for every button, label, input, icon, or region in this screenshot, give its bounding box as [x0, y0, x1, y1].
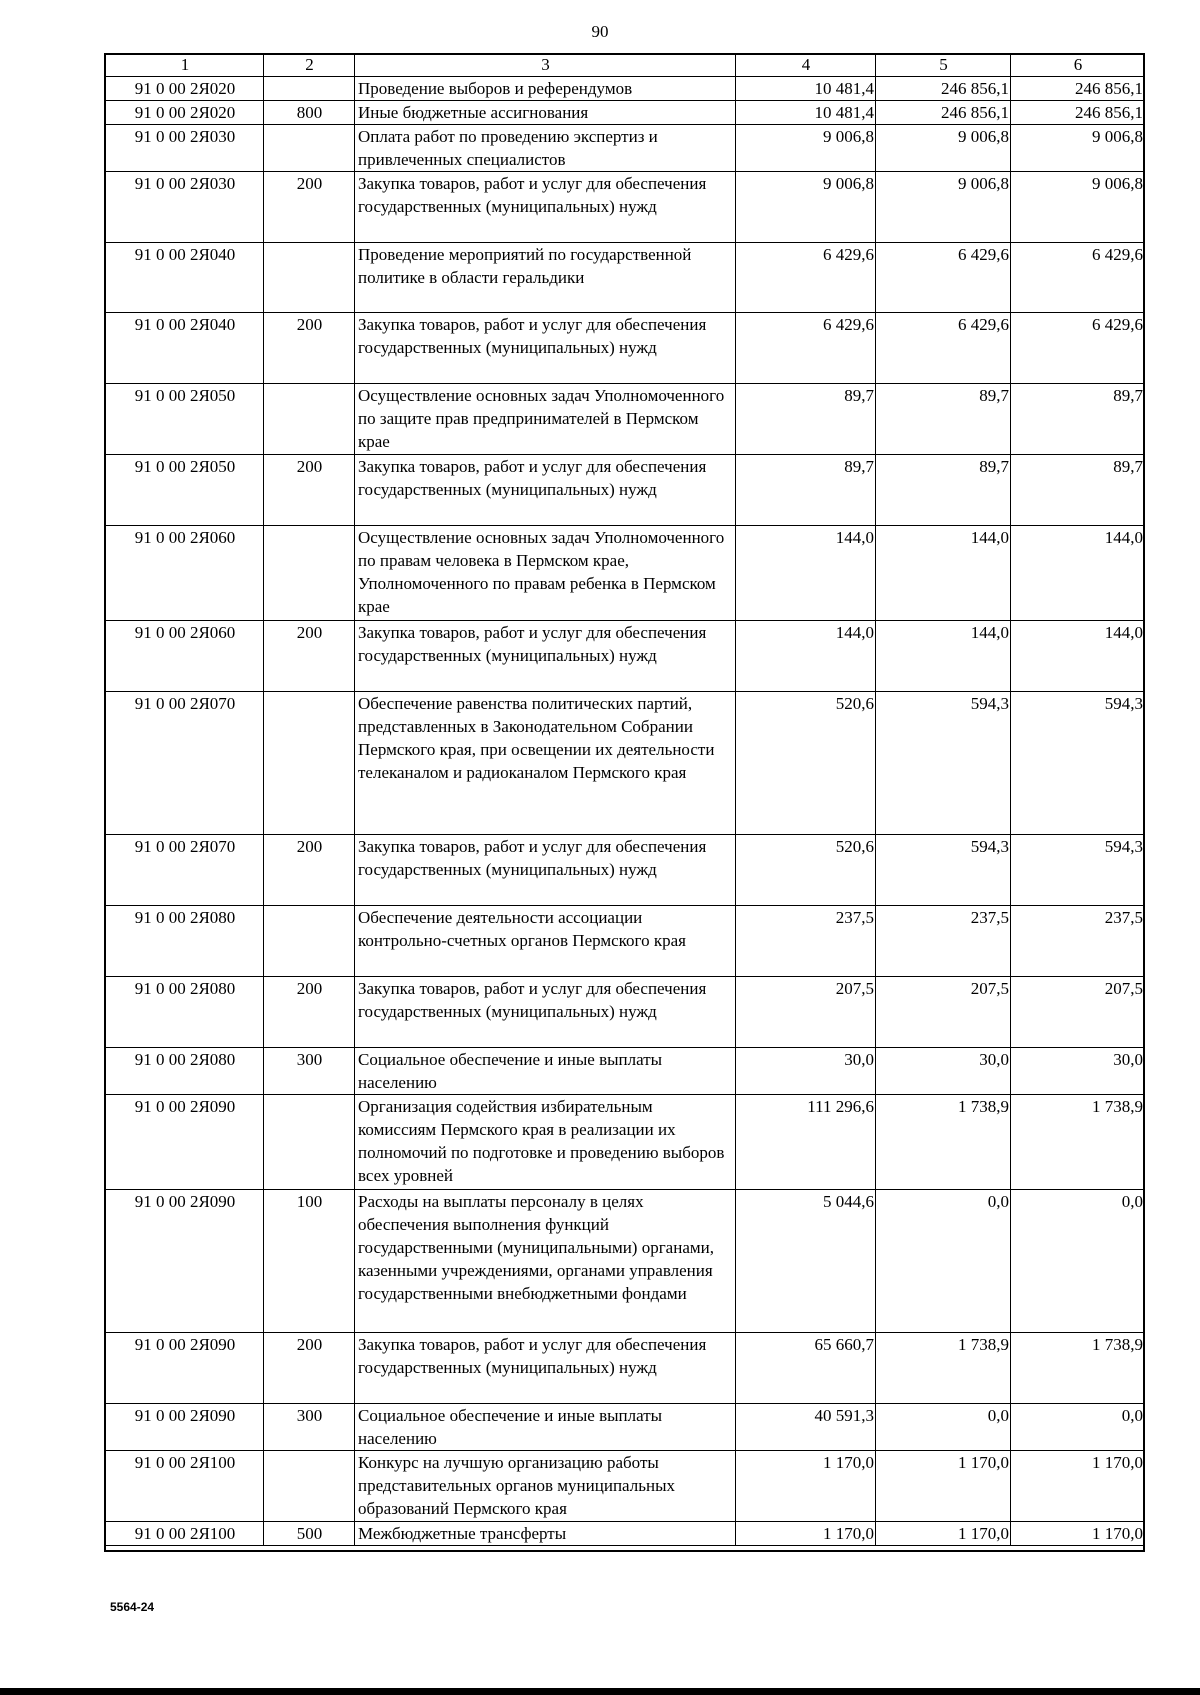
table-row — [106, 621, 1145, 692]
row-value-6-cell: 0,0 — [1011, 1404, 1145, 1451]
row-value-6-cell: 6 429,6 — [1011, 313, 1145, 384]
row-name-cell: Закупка товаров, работ и услуг для обеспечения государственных (муниципальных) нужд — [355, 313, 736, 384]
row-name-cell: Обеспечение деятельности ассоциации контрольно-счетных органов Пермского края — [355, 906, 736, 977]
row-value-5-cell: 6 429,6 — [876, 313, 1011, 384]
row-value-5-cell: 1 738,9 — [876, 1333, 1011, 1404]
row-value-4-cell: 65 660,7 — [736, 1333, 876, 1404]
table-row — [106, 1451, 1145, 1522]
row-code-cell: 91 0 00 2Я030 — [106, 172, 264, 243]
row-code-cell: 91 0 00 2Я020 — [106, 101, 264, 125]
row-code-cell: 91 0 00 2Я080 — [106, 906, 264, 977]
row-type-cell: 200 — [264, 313, 355, 384]
row-value-5-cell: 89,7 — [876, 384, 1011, 455]
row-value-4-cell: 9 006,8 — [736, 125, 876, 172]
table-row — [106, 243, 1145, 313]
row-code-cell: 91 0 00 2Я090 — [106, 1095, 264, 1190]
row-code-cell: 91 0 00 2Я080 — [106, 1048, 264, 1095]
row-value-5-cell: 89,7 — [876, 455, 1011, 526]
row-value-6-cell: 594,3 — [1011, 835, 1145, 906]
row-value-5-cell: 594,3 — [876, 692, 1011, 835]
row-value-5-cell: 1 170,0 — [876, 1451, 1011, 1522]
row-type-cell: 200 — [264, 1333, 355, 1404]
table-row — [106, 1522, 1145, 1546]
row-type-cell — [264, 526, 355, 621]
row-type-cell: 200 — [264, 621, 355, 692]
table-row — [106, 313, 1145, 384]
row-value-6-cell: 144,0 — [1011, 621, 1145, 692]
row-value-4-cell: 6 429,6 — [736, 243, 876, 313]
row-value-5-cell: 9 006,8 — [876, 125, 1011, 172]
row-code-cell: 91 0 00 2Я090 — [106, 1333, 264, 1404]
row-value-5-cell: 0,0 — [876, 1190, 1011, 1333]
row-value-6-cell: 6 429,6 — [1011, 243, 1145, 313]
row-value-4-cell: 144,0 — [736, 621, 876, 692]
row-value-5-cell: 1 738,9 — [876, 1095, 1011, 1190]
row-name-cell: Иные бюджетные ассигнования — [355, 101, 736, 125]
table-row — [106, 1048, 1145, 1095]
table-row — [106, 172, 1145, 243]
table-row — [106, 526, 1145, 621]
row-value-4-cell: 237,5 — [736, 906, 876, 977]
row-value-4-cell: 9 006,8 — [736, 172, 876, 243]
row-code-cell: 91 0 00 2Я070 — [106, 692, 264, 835]
row-code-cell: 91 0 00 2Я040 — [106, 243, 264, 313]
row-value-4-cell: 10 481,4 — [736, 101, 876, 125]
row-type-cell: 300 — [264, 1404, 355, 1451]
row-value-5-cell: 144,0 — [876, 621, 1011, 692]
table-row — [106, 835, 1145, 906]
row-name-cell: Социальное обеспечение и иные выплаты населению — [355, 1048, 736, 1095]
row-code-cell: 91 0 00 2Я070 — [106, 835, 264, 906]
row-name-cell: Межбюджетные трансферты — [355, 1522, 736, 1546]
row-code-cell: 91 0 00 2Я050 — [106, 455, 264, 526]
row-value-6-cell: 89,7 — [1011, 384, 1145, 455]
column-header-4: 4 — [736, 55, 876, 77]
row-code-cell: 91 0 00 2Я020 — [106, 77, 264, 101]
row-type-cell: 200 — [264, 977, 355, 1048]
row-value-4-cell: 10 481,4 — [736, 77, 876, 101]
row-value-6-cell: 207,5 — [1011, 977, 1145, 1048]
table-header-row — [106, 55, 1145, 77]
row-code-cell: 91 0 00 2Я100 — [106, 1522, 264, 1546]
table-row — [106, 692, 1145, 835]
row-type-cell — [264, 1095, 355, 1190]
row-type-cell — [264, 906, 355, 977]
table-row — [106, 1190, 1145, 1333]
row-name-cell: Проведение выборов и референдумов — [355, 77, 736, 101]
row-name-cell: Закупка товаров, работ и услуг для обеспечения государственных (муниципальных) нужд — [355, 455, 736, 526]
row-name-cell: Закупка товаров, работ и услуг для обеспечения государственных (муниципальных) нужд — [355, 977, 736, 1048]
row-code-cell: 91 0 00 2Я080 — [106, 977, 264, 1048]
column-header-2: 2 — [264, 55, 355, 77]
row-name-cell: Расходы на выплаты персоналу в целях обеспечения выполнения функций государственными (муниципальными) органами, казенными учреждениями, органами управления государственными внебюджетными фондами — [355, 1190, 736, 1333]
row-name-cell: Закупка товаров, работ и услуг для обеспечения государственных (муниципальных) нужд — [355, 172, 736, 243]
row-value-6-cell: 30,0 — [1011, 1048, 1145, 1095]
row-value-6-cell: 1 170,0 — [1011, 1451, 1145, 1522]
document-code: 5564-24 — [110, 1600, 155, 1614]
bottom-border — [0, 1688, 1200, 1695]
row-value-6-cell: 89,7 — [1011, 455, 1145, 526]
row-value-4-cell: 111 296,6 — [736, 1095, 876, 1190]
row-value-6-cell: 9 006,8 — [1011, 125, 1145, 172]
row-type-cell: 200 — [264, 455, 355, 526]
row-name-cell: Закупка товаров, работ и услуг для обеспечения государственных (муниципальных) нужд — [355, 835, 736, 906]
table-row — [106, 125, 1145, 172]
row-value-5-cell: 30,0 — [876, 1048, 1011, 1095]
row-value-4-cell: 520,6 — [736, 835, 876, 906]
table-row — [106, 77, 1145, 101]
table-row — [106, 1095, 1145, 1190]
column-header-3: 3 — [355, 55, 736, 77]
row-type-cell: 100 — [264, 1190, 355, 1333]
row-type-cell — [264, 1451, 355, 1522]
row-type-cell: 800 — [264, 101, 355, 125]
row-code-cell: 91 0 00 2Я050 — [106, 384, 264, 455]
row-value-6-cell: 1 170,0 — [1011, 1522, 1145, 1546]
row-value-4-cell: 207,5 — [736, 977, 876, 1048]
table-row — [106, 906, 1145, 977]
row-value-6-cell: 246 856,1 — [1011, 77, 1145, 101]
row-value-5-cell: 246 856,1 — [876, 77, 1011, 101]
row-type-cell: 500 — [264, 1522, 355, 1546]
row-value-6-cell: 9 006,8 — [1011, 172, 1145, 243]
row-value-5-cell: 594,3 — [876, 835, 1011, 906]
row-value-6-cell: 246 856,1 — [1011, 101, 1145, 125]
budget-table — [105, 54, 1145, 1546]
row-code-cell: 91 0 00 2Я090 — [106, 1404, 264, 1451]
row-value-4-cell: 1 170,0 — [736, 1451, 876, 1522]
table-row — [106, 455, 1145, 526]
row-name-cell: Обеспечение равенства политических партий, представленных в Законодательном Собрании Пермского края, при освещении их деятельности телеканалом и радиоканалом Пермского края — [355, 692, 736, 835]
row-value-4-cell: 1 170,0 — [736, 1522, 876, 1546]
row-code-cell: 91 0 00 2Я030 — [106, 125, 264, 172]
row-type-cell — [264, 77, 355, 101]
row-value-5-cell: 6 429,6 — [876, 243, 1011, 313]
row-code-cell: 91 0 00 2Я060 — [106, 621, 264, 692]
row-value-5-cell: 237,5 — [876, 906, 1011, 977]
row-name-cell: Организация содействия избирательным комиссиям Пермского края в реализации их полномочий по подготовке и проведению выборов всех уровней — [355, 1095, 736, 1190]
table-row — [106, 977, 1145, 1048]
row-value-6-cell: 594,3 — [1011, 692, 1145, 835]
table-body — [106, 77, 1145, 1546]
row-name-cell: Закупка товаров, работ и услуг для обеспечения государственных (муниципальных) нужд — [355, 1333, 736, 1404]
column-header-6: 6 — [1011, 55, 1145, 77]
row-name-cell: Осуществление основных задач Уполномоченного по защите прав предпринимателей в Пермском крае — [355, 384, 736, 455]
table-row — [106, 1404, 1145, 1451]
row-type-cell — [264, 692, 355, 835]
row-name-cell: Конкурс на лучшую организацию работы представительных органов муниципальных образований Пермского края — [355, 1451, 736, 1522]
table-row — [106, 384, 1145, 455]
row-type-cell — [264, 243, 355, 313]
row-name-cell: Закупка товаров, работ и услуг для обеспечения государственных (муниципальных) нужд — [355, 621, 736, 692]
column-header-1: 1 — [106, 55, 264, 77]
row-value-4-cell: 40 591,3 — [736, 1404, 876, 1451]
row-value-4-cell: 6 429,6 — [736, 313, 876, 384]
row-value-5-cell: 0,0 — [876, 1404, 1011, 1451]
row-value-5-cell: 9 006,8 — [876, 172, 1011, 243]
table-row — [106, 101, 1145, 125]
row-type-cell: 200 — [264, 835, 355, 906]
row-value-4-cell: 144,0 — [736, 526, 876, 621]
row-name-cell: Оплата работ по проведению экспертиз и привлеченных специалистов — [355, 125, 736, 172]
row-value-6-cell: 1 738,9 — [1011, 1333, 1145, 1404]
row-type-cell: 200 — [264, 172, 355, 243]
row-value-5-cell: 207,5 — [876, 977, 1011, 1048]
column-header-5: 5 — [876, 55, 1011, 77]
table-row — [106, 1333, 1145, 1404]
row-value-6-cell: 1 738,9 — [1011, 1095, 1145, 1190]
row-type-cell — [264, 384, 355, 455]
row-type-cell — [264, 125, 355, 172]
row-value-5-cell: 246 856,1 — [876, 101, 1011, 125]
row-code-cell: 91 0 00 2Я100 — [106, 1451, 264, 1522]
row-name-cell: Осуществление основных задач Уполномоченного по правам человека в Пермском крае, Уполномоченного по правам ребенка в Пермском крае — [355, 526, 736, 621]
row-name-cell: Проведение мероприятий по государственной политике в области геральдики — [355, 243, 736, 313]
row-code-cell: 91 0 00 2Я060 — [106, 526, 264, 621]
row-value-6-cell: 144,0 — [1011, 526, 1145, 621]
row-value-4-cell: 520,6 — [736, 692, 876, 835]
row-value-5-cell: 144,0 — [876, 526, 1011, 621]
row-value-5-cell: 1 170,0 — [876, 1522, 1011, 1546]
row-type-cell: 300 — [264, 1048, 355, 1095]
row-value-6-cell: 237,5 — [1011, 906, 1145, 977]
row-value-4-cell: 89,7 — [736, 384, 876, 455]
row-value-4-cell: 89,7 — [736, 455, 876, 526]
row-name-cell: Социальное обеспечение и иные выплаты населению — [355, 1404, 736, 1451]
row-value-4-cell: 5 044,6 — [736, 1190, 876, 1333]
row-code-cell: 91 0 00 2Я090 — [106, 1190, 264, 1333]
row-code-cell: 91 0 00 2Я040 — [106, 313, 264, 384]
row-value-4-cell: 30,0 — [736, 1048, 876, 1095]
row-value-6-cell: 0,0 — [1011, 1190, 1145, 1333]
page-number: 90 — [591, 22, 609, 41]
